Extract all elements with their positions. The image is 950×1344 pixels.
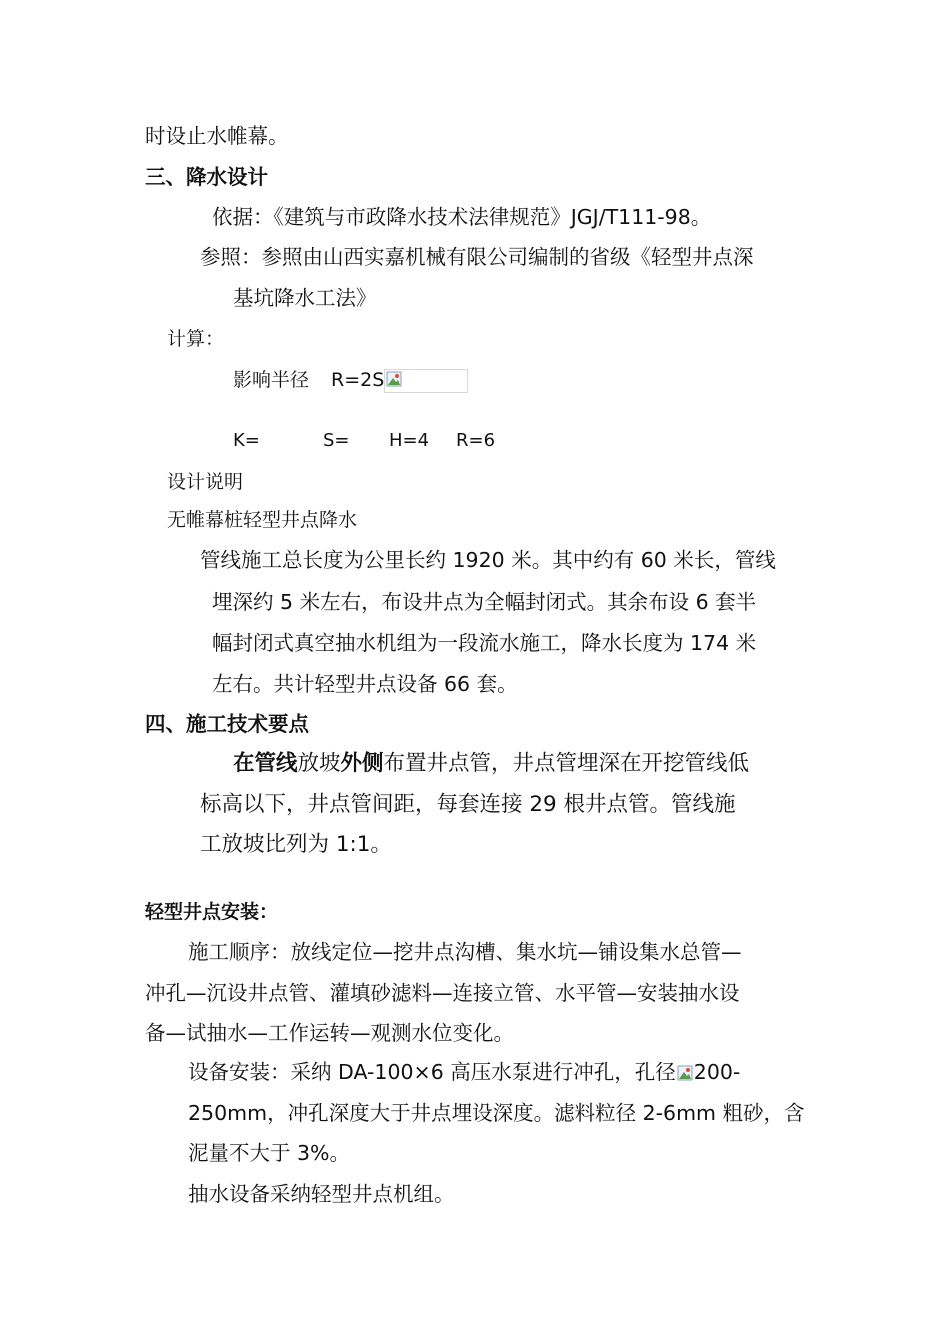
paragraph-line bbox=[233, 752, 749, 776]
radius-formula: R=2S bbox=[331, 369, 385, 391]
text-span: 放坡 bbox=[297, 751, 341, 776]
paragraph-line: 标高以下，井点管间距，每套连接 29 根井点管。管线施 bbox=[200, 792, 736, 817]
design-note-label: 设计说明 bbox=[167, 471, 244, 493]
paragraph-line: 泥量不大于 3%。 bbox=[188, 1141, 351, 1165]
paragraph-line: 埋深约 5 米左右，布设井点为全幅封闭式。其余布设 6 套半 bbox=[212, 590, 757, 614]
bold-span: 外侧 bbox=[340, 751, 384, 776]
reference-line-1: 参照：参照由山西实嘉机械有限公司编制的省级《轻型井点深 bbox=[200, 245, 754, 269]
s-value: S= bbox=[323, 430, 350, 451]
k-value: K= bbox=[233, 430, 260, 451]
formula-image-icon bbox=[384, 369, 468, 393]
r-value: R=6 bbox=[456, 430, 496, 451]
paragraph-line: 抽水设备采纳轻型井点机组。 bbox=[188, 1182, 455, 1206]
section-heading-4: 四、施工技术要点 bbox=[145, 712, 309, 736]
section-heading-3: 三、降水设计 bbox=[145, 165, 268, 189]
basis-line: 依据：《建筑与市政降水技术法律规范》JGJ/T111-98。 bbox=[212, 205, 712, 229]
paragraph-line: 幅封闭式真空抽水机组为一段流水施工，降水长度为 174 米 bbox=[212, 631, 757, 655]
calc-label: 计算： bbox=[167, 328, 225, 350]
paragraph-line: 备—试抽水—工作运转—观测水位变化。 bbox=[145, 1021, 514, 1045]
text-span: 200- bbox=[693, 1060, 741, 1084]
paragraph-line: 冲孔—沉设井点管、灌填砂滤料—连接立管、水平管—安装抽水设 bbox=[145, 981, 740, 1005]
subtitle-line: 无帷幕桩轻型井点降水 bbox=[167, 509, 358, 531]
paragraph-line bbox=[188, 1060, 740, 1084]
paragraph-line: 施工顺序：放线定位—挖井点沟槽、集水坑—铺设集水总管— bbox=[188, 940, 742, 964]
bold-span: 在管线 bbox=[233, 751, 298, 776]
paragraph-line: 250mm，冲孔深度大于井点埋设深度。滤料粒径 2-6mm 粗砂，含 bbox=[188, 1101, 805, 1125]
radius-label: 影响半径 bbox=[233, 369, 310, 391]
radius-row bbox=[233, 368, 468, 393]
h-value: H=4 bbox=[389, 430, 430, 451]
text-span: 设备安装：采纳 DA-100×6 高压水泵进行冲孔，孔径 bbox=[188, 1060, 676, 1084]
paragraph-line: 管线施工总长度为公里长约 1920 米。其中约有 60 米长，管线 bbox=[200, 548, 776, 572]
text-line: 时设止水帷幕。 bbox=[145, 124, 289, 148]
paragraph-line: 工放坡比列为 1:1。 bbox=[200, 832, 392, 857]
reference-line-2: 基坑降水工法》 bbox=[233, 286, 377, 310]
inline-image-icon bbox=[676, 1064, 694, 1082]
install-title: 轻型井点安装： bbox=[145, 901, 279, 923]
paragraph-line: 左右。共计轻型井点设备 66 套。 bbox=[212, 672, 518, 696]
text-span: 布置井点管，井点管埋深在开挖管线低 bbox=[383, 751, 750, 776]
